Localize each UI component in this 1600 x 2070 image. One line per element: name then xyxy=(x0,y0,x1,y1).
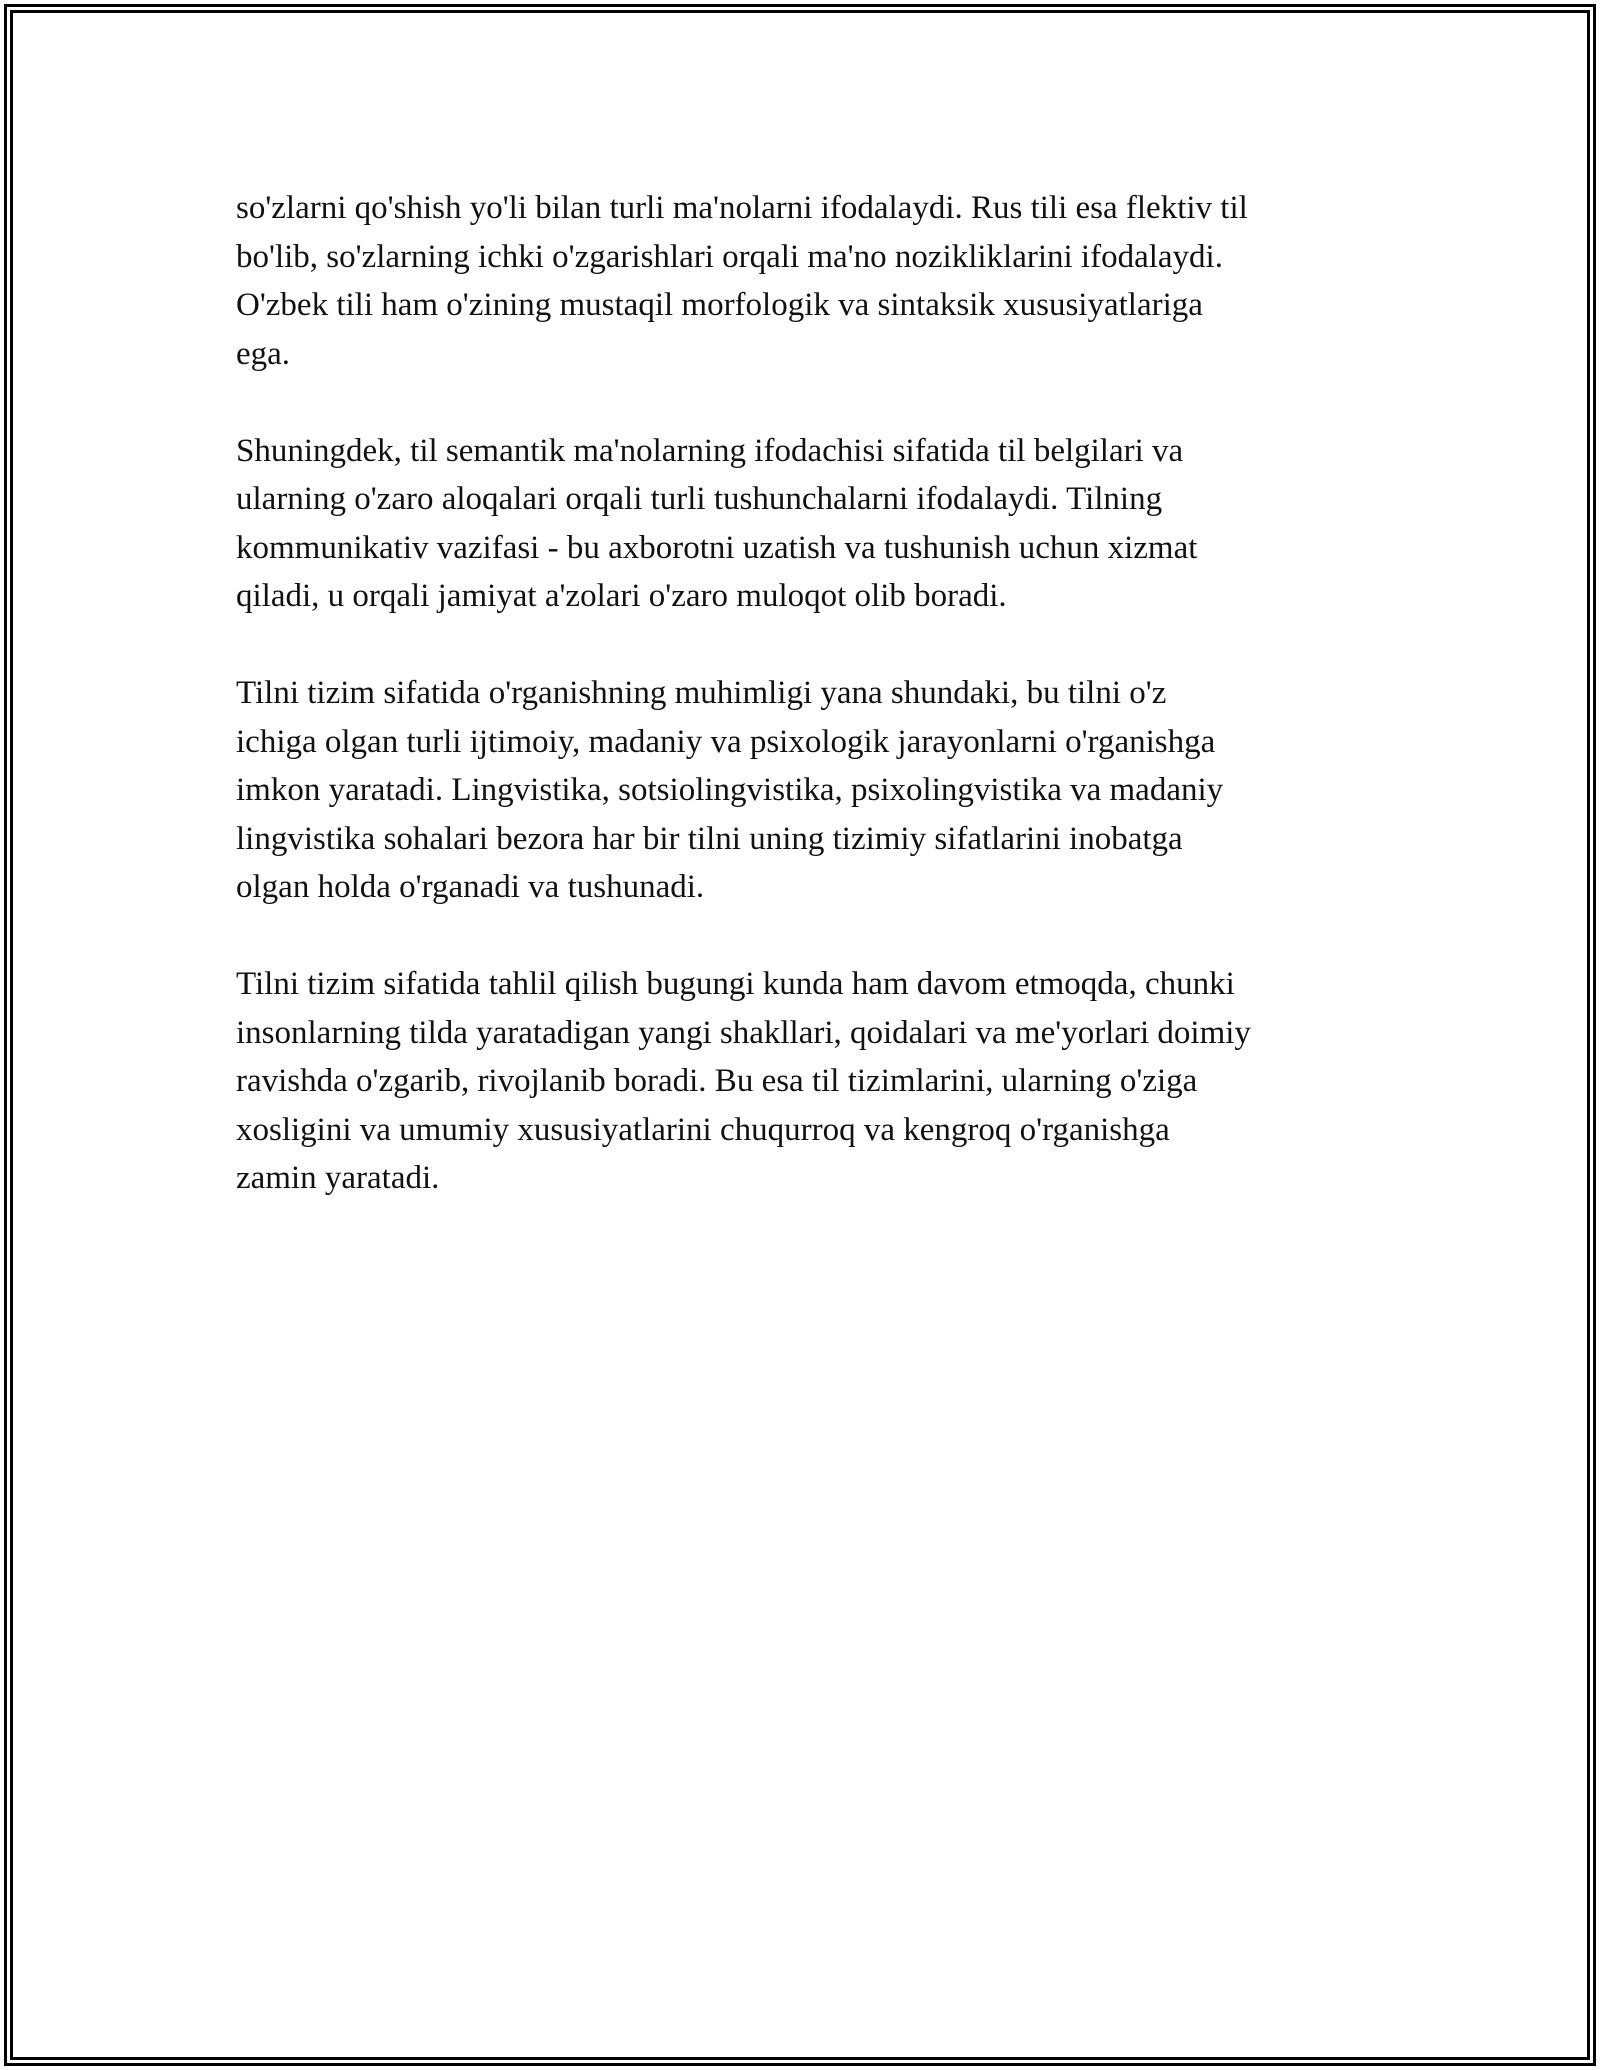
paragraph-3: Tilni tizim sifatida o'rganishning muhimligi yana shundaki, bu tilni o'z ichiga olgan turli ijtimoiy, madaniy va psixologik jarayonlarni o'rganishga imkon yaratadi. Lingvistika, sotsiolingvistika, psixolingvistika va madaniy lingvistika sohalari bezora har bir tilni uning tizimiy sifatlarini inobatga olgan holda o'rganadi va tushunadi. xyxy=(236,675,1224,905)
document-body xyxy=(236,184,1371,1251)
paragraph-2: Shuningdek, til semantik ma'nolarning ifodachisi sifatida til belgilari va ularning o'zaro aloqalari orqali turli tushunchalarni ifodalaydi. Tilning kommunikativ vazifasi - bu axborotni uzatish va tushunish uchun xizmat qiladi, u orqali jamiyat a'zolari o'zaro muloqot olib boradi. xyxy=(236,432,1198,614)
paragraph-4: Tilni tizim sifatida tahlil qilish bugungi kunda ham davom etmoqda, chunki insonlarning tilda yaratadigan yangi shakllari, qoidalari va me'yorlari doimiy ravishda o'zgarib, rivojlanib boradi. Bu esa til tizimlarini, ularning o'ziga xosligini va umumiy xususiyatlarini chuqurroq va kengroq o'rganishga zamin yaratadi. xyxy=(236,966,1251,1196)
paragraph-1: so'zlarni qo'shish yo'li bilan turli ma'nolarni ifodalaydi. Rus tili esa flektiv til bo'lib, so'zlarning ichki o'zgarishlari orqali ma'no nozikliklarini ifodalaydi. O'zbek tili ham o'zining mustaqil morfologik va sintaksik xususiyatlariga ega. xyxy=(236,190,1248,372)
